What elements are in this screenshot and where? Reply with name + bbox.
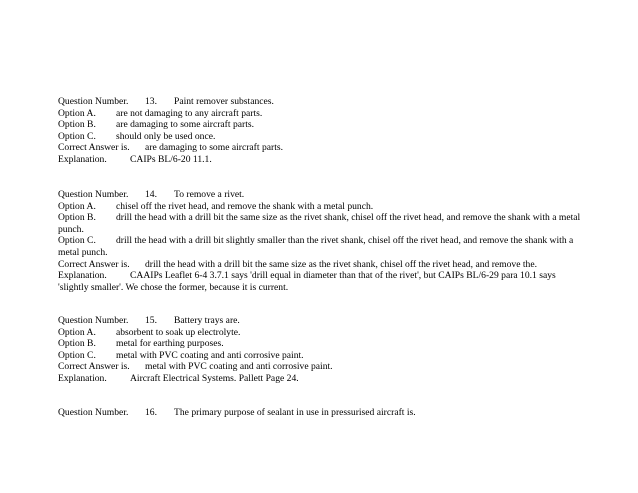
option-b-line — [58, 212, 583, 235]
question-number: 14. — [145, 189, 157, 200]
correct-answer-line — [58, 361, 583, 373]
correct-answer-label: Correct Answer is. — [58, 258, 130, 270]
correct-answer-text: metal with PVC coating and anti corrosive paint. — [145, 361, 333, 373]
explanation-line — [58, 270, 583, 293]
option-c-text: drill the head with a drill bit slightly smaller than the rivet shank, chisel off the rivet head, and remove the shank with a metal punch. — [58, 235, 574, 258]
explanation-label: Explanation. — [58, 372, 107, 384]
explanation-label: Explanation. — [58, 153, 107, 165]
question-line — [58, 96, 583, 108]
question-line — [58, 189, 583, 201]
option-a-text: absorbent to soak up electrolyte. — [116, 326, 241, 338]
question-number-label: Question Number. — [58, 407, 129, 418]
correct-answer-text: are damaging to some aircraft parts. — [145, 142, 283, 154]
question-number-label: Question Number. — [58, 96, 129, 107]
option-b-line — [58, 119, 583, 131]
option-a-line — [58, 108, 583, 120]
question-number-label: Question Number. — [58, 189, 129, 200]
question-15 — [58, 315, 583, 385]
option-c-label: Option C. — [58, 235, 96, 247]
question-line — [58, 407, 583, 419]
question-13 — [58, 96, 583, 166]
explanation-line — [58, 373, 583, 385]
option-c-line — [58, 350, 583, 362]
question-text: The primary purpose of sealant in use in pressurised aircraft is. — [174, 407, 416, 418]
option-c-text: metal with PVC coating and anti corrosive paint. — [116, 349, 304, 361]
question-text: Paint remover substances. — [174, 96, 274, 107]
explanation-line — [58, 154, 583, 166]
question-14 — [58, 189, 583, 293]
correct-answer-text: drill the head with a drill bit the same size as the rivet shank, chisel off the rivet head, and remove the. — [145, 258, 537, 270]
option-a-label: Option A. — [58, 200, 96, 212]
correct-answer-label: Correct Answer is. — [58, 361, 130, 373]
question-text: Battery trays are. — [174, 315, 240, 326]
option-c-line — [58, 131, 583, 143]
option-c-label: Option C. — [58, 130, 96, 142]
option-a-label: Option A. — [58, 326, 96, 338]
explanation-label: Explanation. — [58, 270, 107, 282]
explanation-text: Aircraft Electrical Systems. Pallett Page 24. — [130, 372, 299, 384]
option-b-text: are damaging to some aircraft parts. — [116, 119, 254, 131]
option-b-label: Option B. — [58, 212, 96, 224]
correct-answer-line — [58, 259, 583, 271]
option-b-label: Option B. — [58, 119, 96, 131]
question-16 — [58, 407, 583, 419]
explanation-text: CAAIPs Leaflet 6-4 3.7.1 says 'drill equal in diameter than that of the rivet', but CAIPs BL/6-29 para 10.1 says 'slightly smaller'. We chose the former, because it is current. — [58, 270, 556, 293]
option-a-label: Option A. — [58, 107, 96, 119]
option-a-line — [58, 327, 583, 339]
question-text: To remove a rivet. — [174, 189, 245, 200]
option-c-label: Option C. — [58, 349, 96, 361]
option-b-text: drill the head with a drill bit the same size as the rivet shank, chisel off the rivet head, and remove the shank with a metal punch. — [58, 212, 581, 235]
question-number-label: Question Number. — [58, 315, 129, 326]
correct-answer-label: Correct Answer is. — [58, 142, 130, 154]
question-number: 13. — [145, 96, 157, 107]
option-b-text: metal for earthing purposes. — [116, 338, 224, 350]
option-a-text: chisel off the rivet head, and remove the shank with a metal punch. — [116, 200, 374, 212]
option-a-line — [58, 201, 583, 213]
option-c-text: should only be used once. — [116, 130, 216, 142]
option-c-line — [58, 235, 583, 258]
question-number: 16. — [145, 407, 157, 418]
explanation-text: CAIPs BL/6-20 11.1. — [130, 153, 212, 165]
question-number: 15. — [145, 315, 157, 326]
correct-answer-line — [58, 142, 583, 154]
option-b-label: Option B. — [58, 338, 96, 350]
option-a-text: are not damaging to any aircraft parts. — [116, 107, 263, 119]
option-b-line — [58, 338, 583, 350]
question-line — [58, 315, 583, 327]
